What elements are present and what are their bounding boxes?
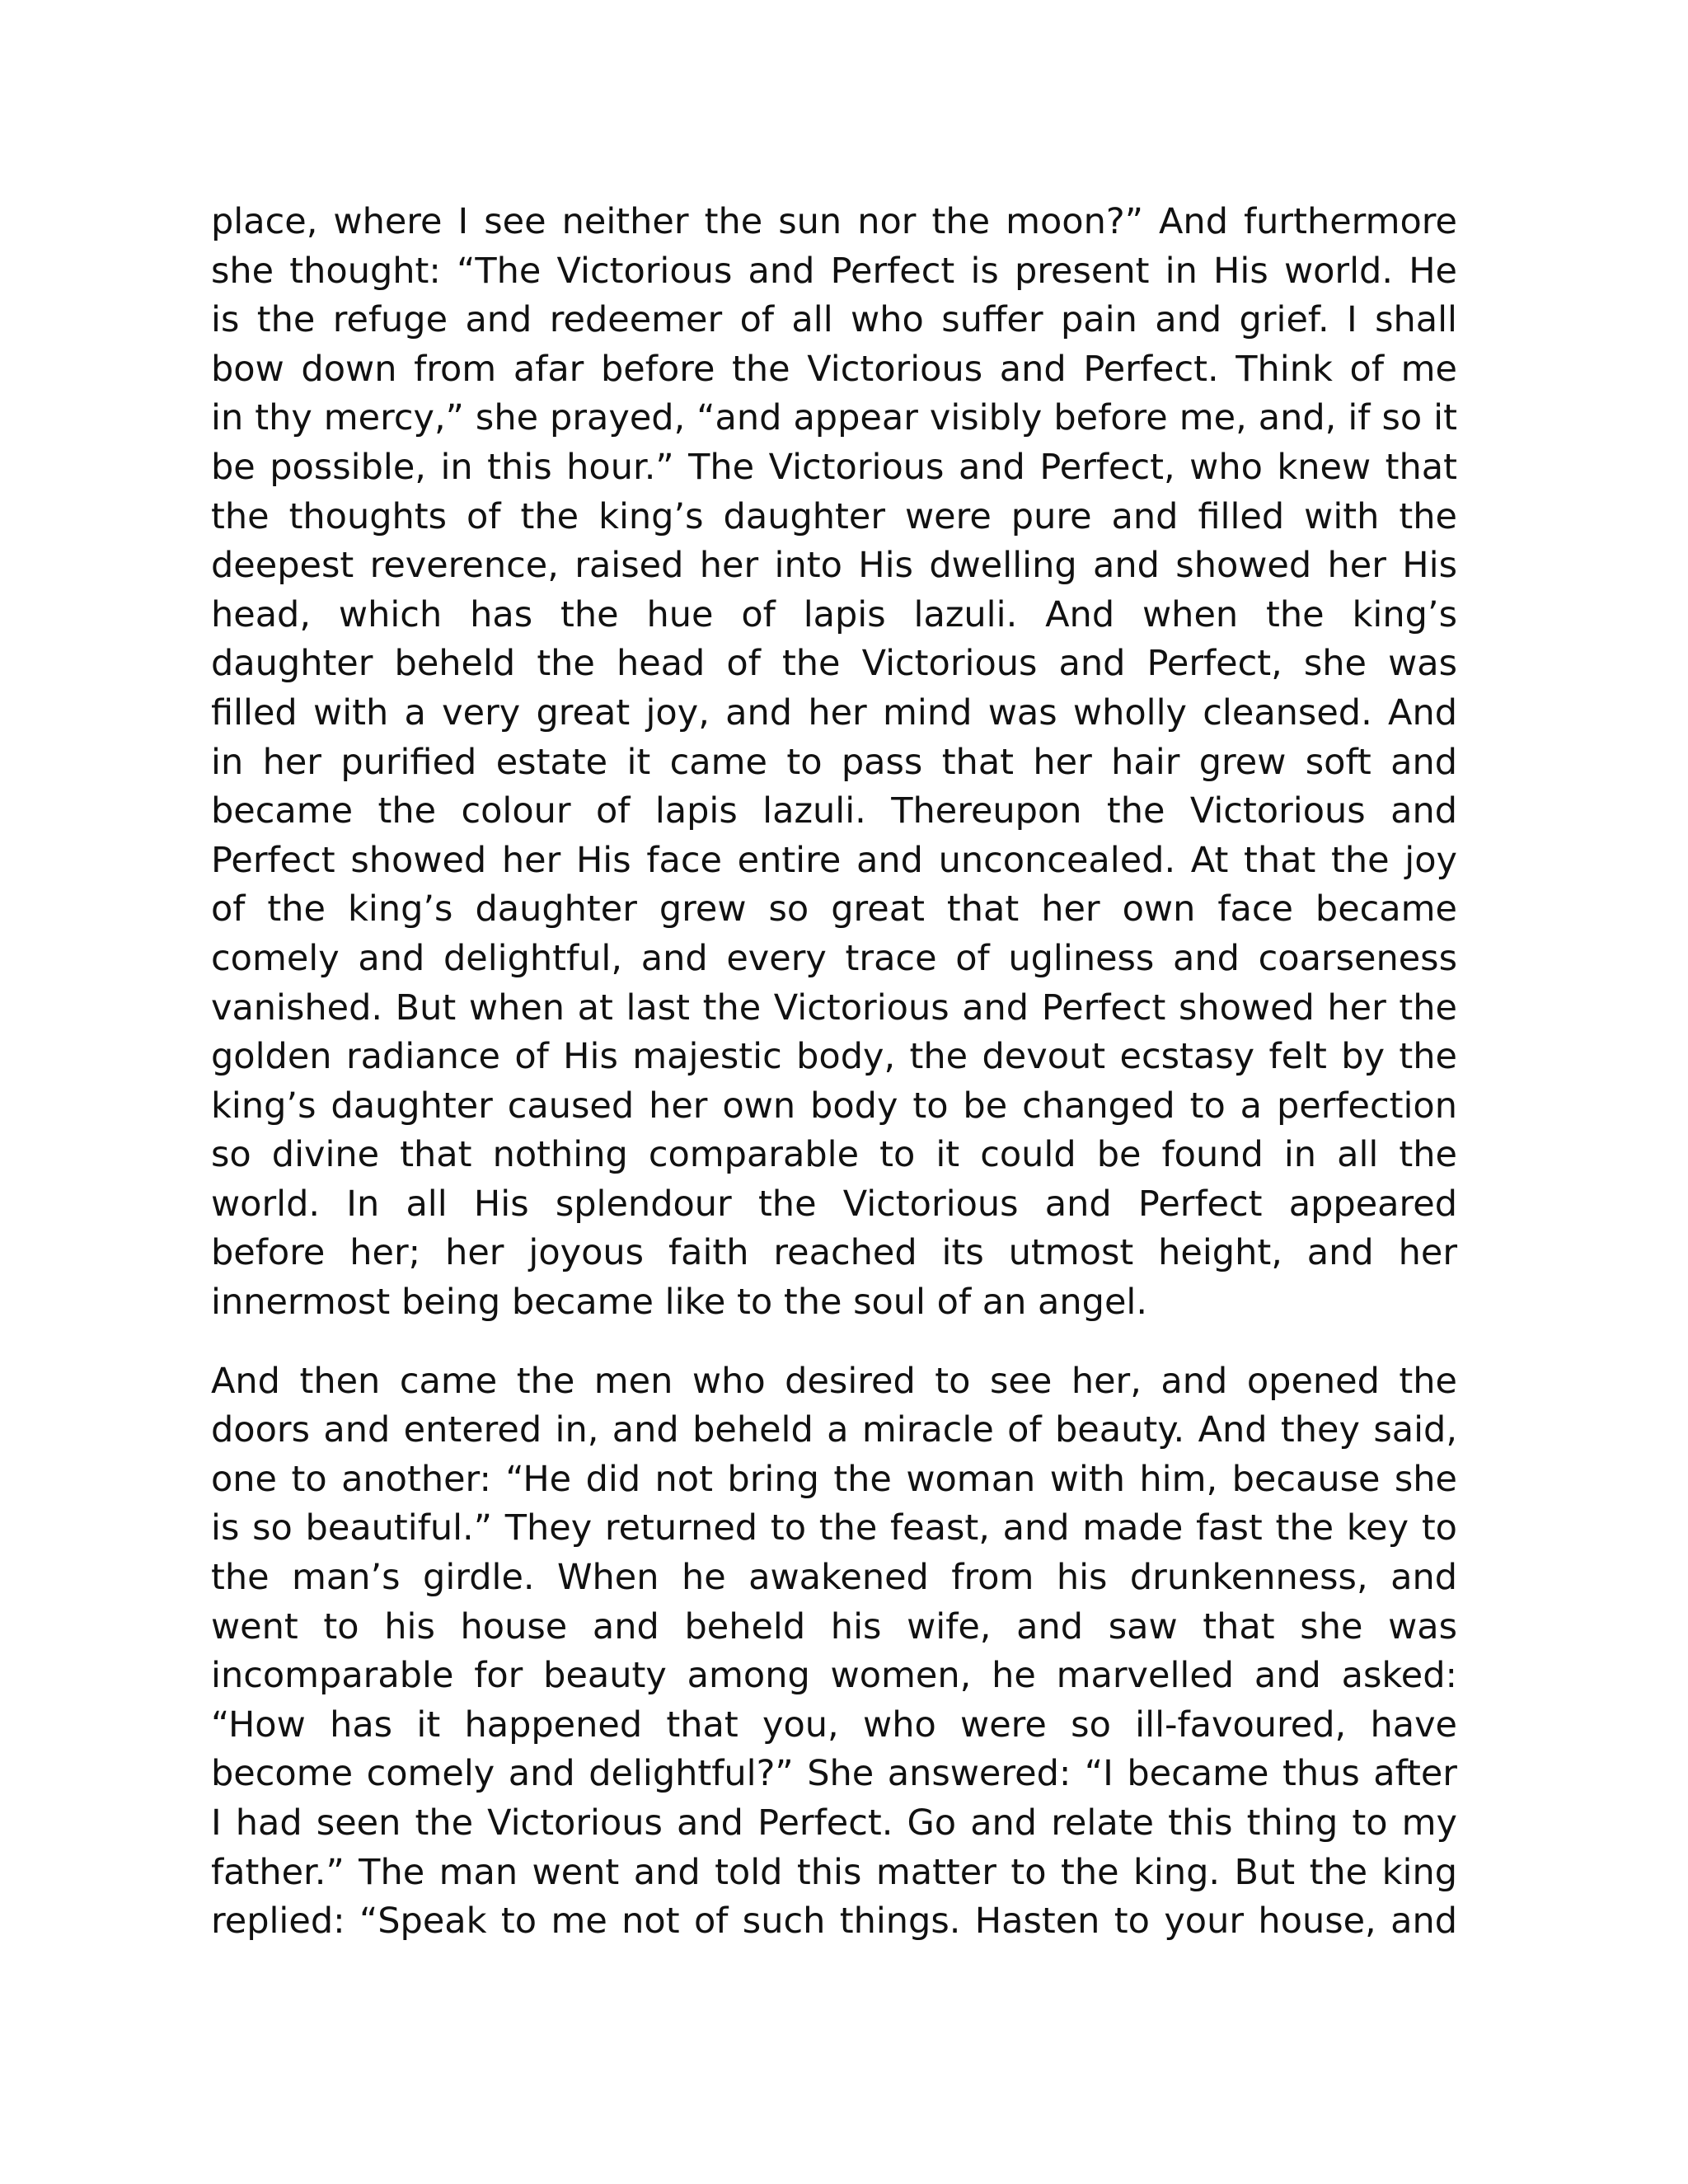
text-line: is so beautiful.” They returned to the feast, and made fast the key to xyxy=(211,1507,1457,1549)
text-line: so divine that nothing comparable to it could be found in all the xyxy=(211,1134,1457,1176)
text-line: vanished. But when at last the Victorious and Perfect showed her the xyxy=(211,987,1457,1029)
text-line: doors and entered in, and beheld a miracle of beauty. And they said, xyxy=(211,1409,1457,1451)
text-line: Perfect showed her His face entire and unconcealed. At that the joy xyxy=(211,839,1457,881)
text-line: filled with a very great joy, and her mind was wholly cleansed. And xyxy=(211,691,1457,733)
text-line: I had seen the Victorious and Perfect. Go and relate this thing to my xyxy=(211,1802,1457,1844)
text-line: place, where I see neither the sun nor the moon?” And furthermore xyxy=(211,201,1457,242)
paragraph-1 xyxy=(211,198,1457,1328)
text-line: replied: “Speak to me not of such things. Hasten to your house, and xyxy=(211,1900,1457,1943)
text-line: be possible, in this hour.” The Victorious and Perfect, who knew that xyxy=(211,446,1457,488)
text-line: before her; her joyous faith reached its utmost height, and her xyxy=(211,1232,1457,1274)
text-line: golden radiance of His majestic body, the devout ecstasy felt by the xyxy=(211,1036,1457,1078)
text-line: bow down from afar before the Victorious and Perfect. Think of me xyxy=(211,348,1457,390)
text-line: went to his house and beheld his wife, and saw that she was xyxy=(211,1605,1457,1647)
text-line: And then came the men who desired to see her, and opened the xyxy=(211,1360,1457,1402)
text-line: comely and delightful, and every trace of ugliness and coarseness xyxy=(211,937,1457,979)
text-line: “How has it happened that you, who were so ill-favoured, have xyxy=(211,1704,1457,1746)
text-line: become comely and delightful?” She answered: “I became thus after xyxy=(211,1753,1457,1795)
text-line: innermost being became like to the soul of an angel. xyxy=(211,1282,1148,1324)
text-line: one to another: “He did not bring the woman with him, because she xyxy=(211,1458,1457,1500)
text-line: head, which has the hue of lapis lazuli. And when the king’s xyxy=(211,593,1457,635)
text-line: in her purified estate it came to pass that her hair grew soft and xyxy=(211,741,1457,783)
text-line: deepest reverence, raised her into His dwelling and showed her His xyxy=(211,545,1457,587)
text-line: is the refuge and redeemer of all who suffer pain and grief. I shall xyxy=(211,299,1457,341)
text-line: world. In all His splendour the Victorious and Perfect appeared xyxy=(211,1183,1457,1225)
text-line: incomparable for beauty among women, he marvelled and asked: xyxy=(211,1655,1457,1697)
text-line: the thoughts of the king’s daughter were pure and filled with the xyxy=(211,495,1457,537)
paragraph-2 xyxy=(211,1357,1457,1947)
text-line: daughter beheld the head of the Victorious and Perfect, she was xyxy=(211,643,1457,685)
text-line: of the king’s daughter grew so great that her own face became xyxy=(211,888,1457,930)
text-line: king’s daughter caused her own body to be changed to a perfection xyxy=(211,1085,1457,1127)
body-text xyxy=(211,198,1457,1947)
text-line: became the colour of lapis lazuli. Thereupon the Victorious and xyxy=(211,790,1457,832)
text-line: father.” The man went and told this matter to the king. But the king xyxy=(211,1851,1457,1893)
text-line: she thought: “The Victorious and Perfect is present in His world. He xyxy=(211,250,1457,292)
text-line: the man’s girdle. When he awakened from his drunkenness, and xyxy=(211,1557,1457,1599)
text-line: in thy mercy,” she prayed, “and appear visibly before me, and, if so it xyxy=(211,397,1457,439)
